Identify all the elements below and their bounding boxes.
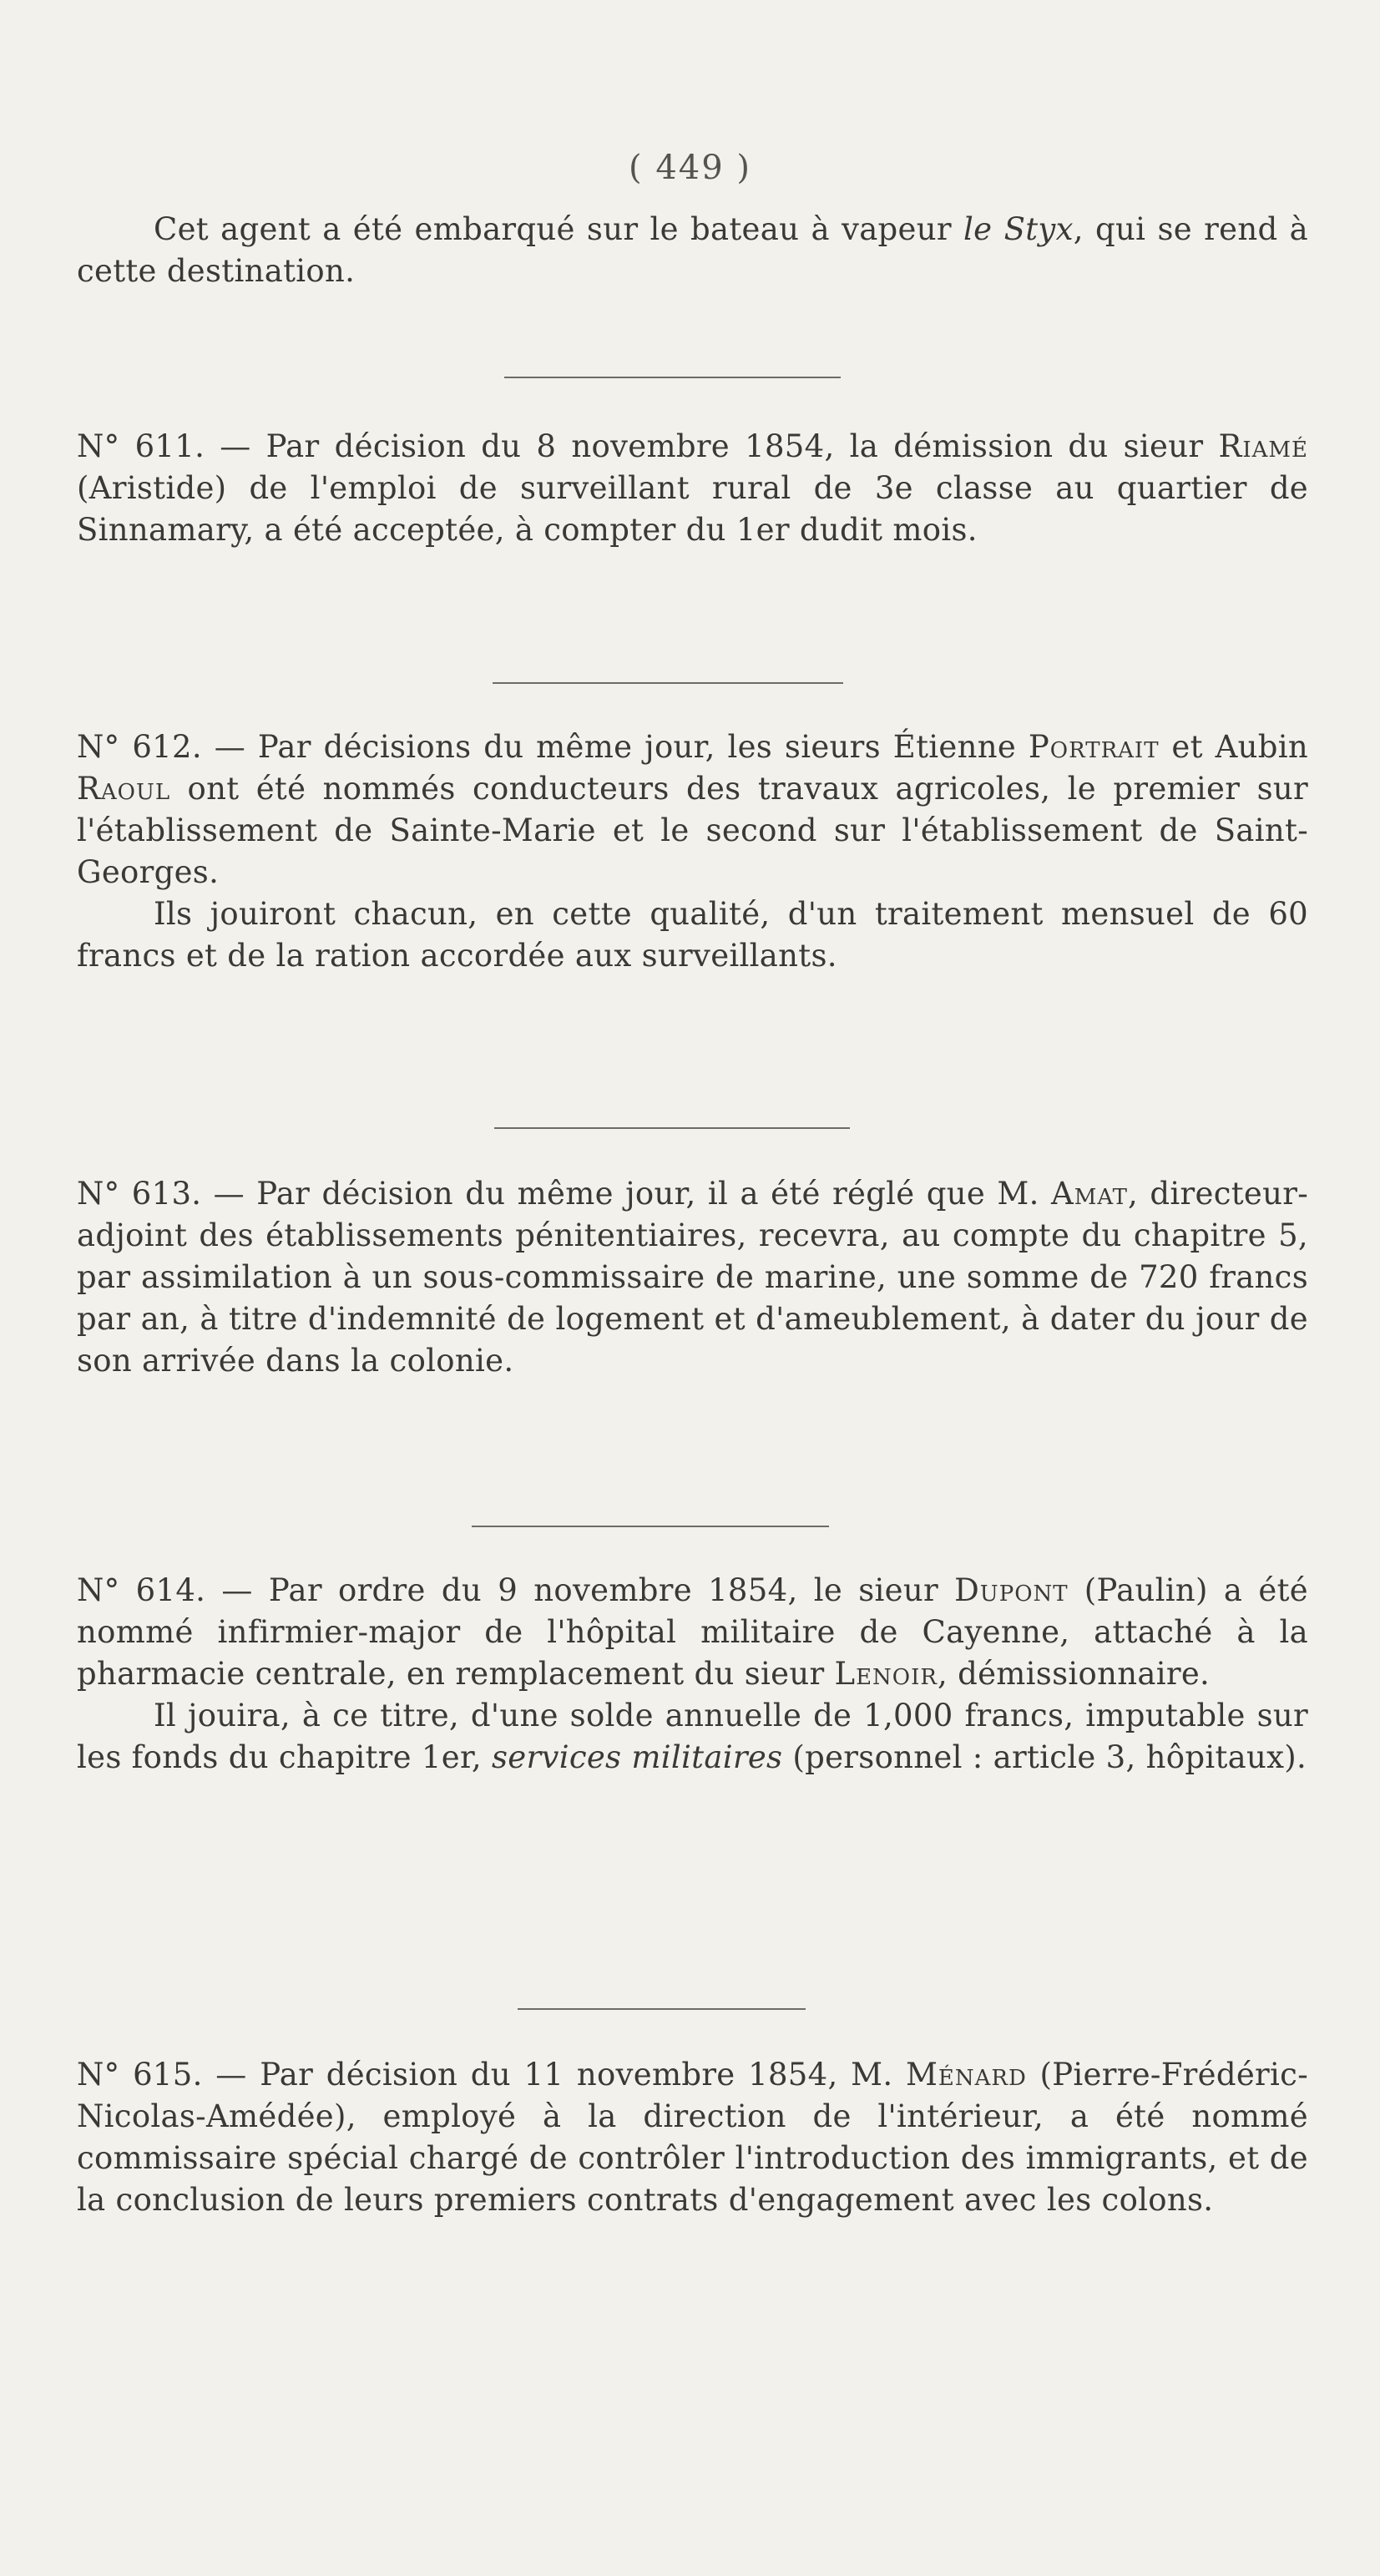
entry-text: , directeur-adjoint des établissements pénitentiaires, recevra, au compte du chapitre 5, par assimilation à un sous-commissaire de marine, une somme de 720 francs par an, à titre d'indemnité de logement et d'ameublement, à dater du jour de son arrivée dans la colonie. — [77, 1176, 1309, 1379]
separator-rule — [504, 377, 841, 378]
entry-number: N° 614. — [77, 1572, 206, 1608]
separator-rule — [493, 682, 843, 684]
separator-rule — [518, 2008, 806, 2010]
intro-paragraph — [77, 209, 1308, 292]
entry-text: (Pierre-Frédéric-Nicolas-Amédée), employé à la direction de l'intérieur, a été nommé commissaire spécial chargé de contrôler l'introduction des immigrants, et de la conclusion de leurs premiers contrats d'engagement avec les colons. — [77, 2057, 1308, 2218]
entry-text: — Par décision du 11 novembre 1854, M. — [202, 2057, 907, 2093]
entry-613 — [77, 1173, 1308, 1382]
entry-text: (Aristide) de l'emploi de surveillant rural de 3e classe au quartier de Sinnamary, a été acceptée, à compter du 1er dudit mois. — [77, 470, 1308, 548]
person-name: Amat — [1050, 1176, 1129, 1212]
entry-611 — [77, 426, 1308, 551]
entry-number: N° 611. — [77, 428, 205, 464]
entry-paragraph: Ils jouiront chacun, en cette qualité, d'un traitement mensuel de 60 francs et de la ration accordée aux surveillants. — [77, 896, 1308, 974]
entry-text: — Par ordre du 9 novembre 1854, le sieur — [205, 1572, 955, 1608]
person-name: Riamé — [1218, 428, 1308, 464]
entry-paragraph — [77, 726, 1308, 893]
entry-612 — [77, 726, 1308, 977]
entry-text: ont été nommés conducteurs des travaux agricoles, le premier sur l'établissement de Sainte-Marie et le second sur l'établissement de Saint-Georges. — [77, 771, 1308, 890]
person-name: Dupont — [954, 1572, 1069, 1608]
entry-number: N° 612. — [77, 729, 202, 765]
separator-rule — [472, 1526, 829, 1527]
entry-paragraph — [77, 1173, 1308, 1382]
entry-paragraph — [77, 2054, 1308, 2221]
entry-615 — [77, 2054, 1308, 2221]
intro-text — [77, 209, 1308, 292]
entry-paragraph — [77, 1570, 1308, 1695]
person-name: Portrait — [1028, 729, 1160, 765]
intro-text-after: , qui se rend à cette destination. — [77, 211, 1308, 289]
person-name: Lenoir — [834, 1656, 938, 1692]
italic-term: services militaires — [492, 1739, 783, 1775]
entry-text: (personnel : article 3, hôpitaux). — [782, 1739, 1307, 1775]
entry-paragraph — [77, 426, 1308, 551]
intro-text-before: Cet agent a été embarqué sur le bateau à vapeur — [154, 211, 964, 247]
entry-text: et Aubin — [1159, 729, 1308, 765]
entry-text: — Par décision du 8 novembre 1854, la démission du sieur — [205, 428, 1219, 464]
entry-text: — Par décisions du même jour, les sieurs Étienne — [201, 729, 1029, 765]
ship-name: le Styx — [963, 211, 1074, 247]
entry-text: Il jouira, à ce titre, d'une solde annuelle de 1,000 francs, imputable sur les fonds du chapitre 1er, — [77, 1698, 1308, 1775]
entry-text: , démissionnaire. — [937, 1656, 1211, 1692]
separator-rule — [494, 1127, 850, 1129]
person-name: Ménard — [906, 2057, 1027, 2093]
entry-number: N° 613. — [77, 1176, 202, 1212]
entry-text: — Par décision du même jour, il a été réglé que M. — [201, 1176, 1051, 1212]
entry-text: (Paulin) a été nommé infirmier-major de l'hôpital militaire de Cayenne, attaché à la pharmacie centrale, en remplacement du sieur — [77, 1572, 1308, 1692]
entry-paragraph — [77, 1695, 1308, 1779]
page-number: ( 449 ) — [629, 149, 751, 187]
entry-number: N° 615. — [77, 2057, 203, 2093]
person-name: Raoul — [77, 771, 171, 807]
entry-614 — [77, 1570, 1308, 1779]
